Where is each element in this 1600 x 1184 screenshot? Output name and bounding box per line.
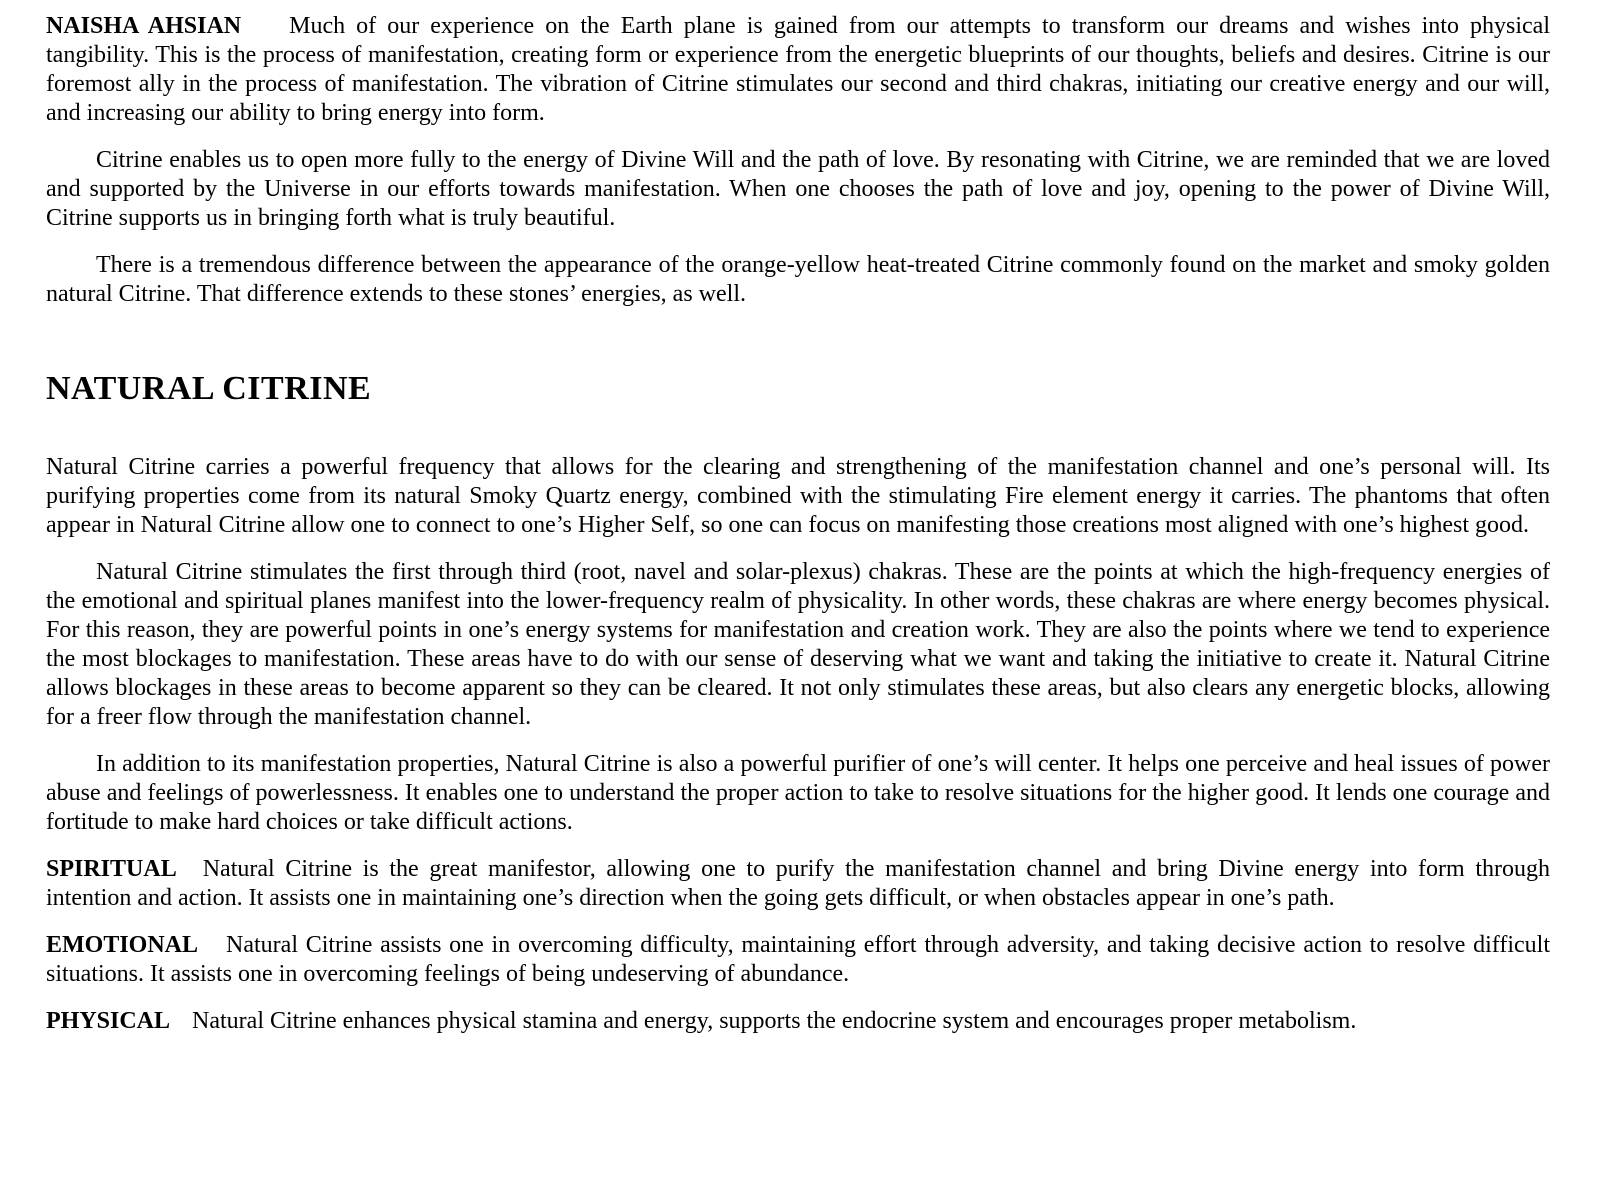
intro-paragraph-2: Citrine enables us to open more fully to the energy of Divine Will and the path of love. By resonating with Citrine, we are reminded that we are loved and supported by the Universe in our efforts towards manifestation. When one chooses the path of love and joy, opening to the power of Divine Will, Citrine supports us in bringing forth what is truly beautiful. <box>46 147 1550 231</box>
property-label-emotional: EMOTIONAL <box>46 932 199 958</box>
intro-paragraph-1 <box>46 12 1550 128</box>
property-paragraph-emotional <box>46 931 1550 989</box>
property-text-spiritual: Natural Citrine is the great manifestor, allowing one to purify the manifestation channel and bring Divine energy into form through intention and action. It assists one in maintaining one’s direction when the going gets difficult, or when obstacles appear in one’s path. <box>46 856 1550 911</box>
section-heading: NATURAL CITRINE <box>46 370 372 407</box>
author-label: NAISHA AHSIAN <box>46 13 242 39</box>
property-text-physical: Natural Citrine enhances physical stamina and energy, supports the endocrine system and encourages proper metabolism. <box>192 1008 1357 1034</box>
section-paragraph-3: In addition to its manifestation properties, Natural Citrine is also a powerful purifier of one’s will center. It helps one perceive and heal issues of power abuse and feelings of powerlessness. It enables one to understand the proper action to take to resolve situations for the higher good. It lends one courage and fortitude to make hard choices or take difficult actions. <box>46 751 1550 835</box>
intro-paragraph-1-text: Much of our experience on the Earth plane is gained from our attempts to transform our dreams and wishes into physical tangibility. This is the process of manifestation, creating form or experience from the energetic blueprints of our thoughts, beliefs and desires. Citrine is our foremost ally in the process of manifestation. The vibration of Citrine stimulates our second and third chakras, initiating our creative energy and our will, and increasing our ability to bring energy into form. <box>46 13 1550 126</box>
section-paragraph-1: Natural Citrine carries a powerful frequency that allows for the clearing and strengthening of the manifestation channel and one’s personal will. Its purifying properties come from its natural Smoky Quartz energy, combined with the stimulating Fire element energy it carries. The phantoms that often appear in Natural Citrine allow one to connect to one’s Higher Self, so one can focus on manifesting those creations most aligned with one’s highest good. <box>46 454 1550 538</box>
property-label-physical: PHYSICAL <box>46 1008 171 1034</box>
property-text-emotional: Natural Citrine assists one in overcoming difficulty, maintaining effort through adversity, and taking decisive action to resolve difficult situations. It assists one in overcoming feelings of being undeserving of abundance. <box>46 932 1550 987</box>
property-label-spiritual: SPIRITUAL <box>46 856 177 882</box>
property-paragraph-spiritual <box>46 855 1550 913</box>
property-paragraph-physical <box>46 1007 1550 1036</box>
intro-paragraph-3: There is a tremendous difference between the appearance of the orange-yellow heat-treated Citrine commonly found on the market and smoky golden natural Citrine. That difference extends to these stones’ energies, as well. <box>46 252 1550 307</box>
section-paragraph-2: Natural Citrine stimulates the first through third (root, navel and solar-plexus) chakras. These are the points at which the high-frequency energies of the emotional and spiritual planes manifest into the lower-frequency realm of physicality. In other words, these chakras are where energy becomes physical. For this reason, they are powerful points in one’s energy systems for manifestation and creation work. They are also the points where we tend to experience the most blockages to manifestation. These areas have to do with our sense of deserving what we want and taking the initiative to create it. Natural Citrine allows blockages in these areas to become apparent so they can be cleared. It not only stimulates these areas, but also clears any energetic blocks, allowing for a freer flow through the manifestation channel. <box>46 559 1550 730</box>
